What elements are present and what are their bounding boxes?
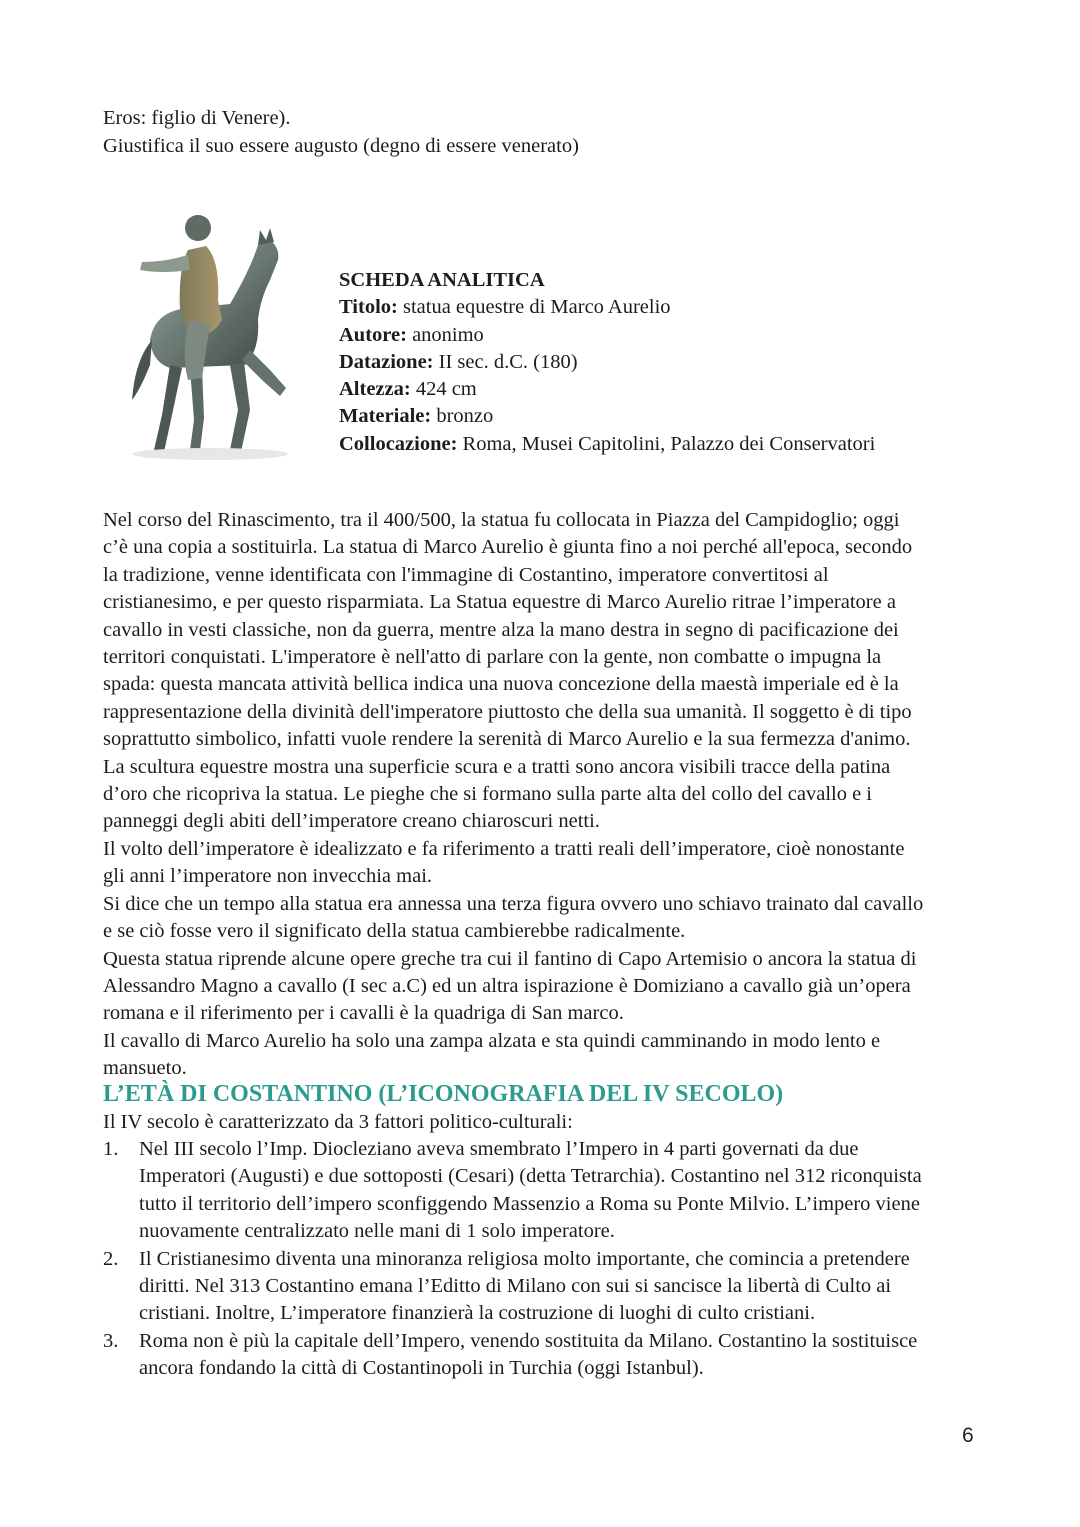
list-number: 3. bbox=[103, 1329, 119, 1352]
body-paragraphs bbox=[103, 507, 983, 1083]
body-line: mansueto. bbox=[103, 1057, 187, 1080]
page-number: 6 bbox=[962, 1424, 974, 1447]
list-item bbox=[103, 1246, 1003, 1328]
body-line: gli anni l’imperatore non invecchia mai. bbox=[103, 865, 433, 888]
sheet-field-title bbox=[339, 294, 999, 321]
field-label: Titolo: bbox=[339, 296, 398, 319]
sheet-field-height bbox=[339, 376, 999, 403]
list-line: diritti. Nel 313 Costantino emana l’Editto di Milano con sui si sancisce la libertà di Culto ai bbox=[139, 1275, 892, 1298]
equestrian-statue-image bbox=[110, 200, 300, 462]
body-line: rappresentazione della divinità dell'imperatore piuttosto che della sua umanità. Il soggetto è di tipo bbox=[103, 700, 912, 723]
list-line: Imperatori (Augusti) e due sottoposti (Cesari) (detta Tetrarchia). Costantino nel 312 riconquista bbox=[139, 1165, 922, 1188]
field-value: anonimo bbox=[406, 323, 484, 346]
sheet-field-date bbox=[339, 349, 999, 376]
body-line: cavallo in vesti classiche, non da guerra, mentre alza la mano destra in segno di pacificazione dei bbox=[103, 618, 899, 641]
list-line: nuovamente centralizzato nelle mani di 1 solo imperatore. bbox=[139, 1220, 615, 1243]
body-line: soprattutto simbolico, infatti vuole rendere la serenità di Marco Aurelio e la sua fermezza d'animo. bbox=[103, 728, 911, 751]
body-line: Alessandro Magno a cavallo (I sec a.C) ed un altra ispirazione è Domiziano a cavallo già un’opera bbox=[103, 974, 911, 997]
body-line: Il volto dell’imperatore è idealizzato e fa riferimento a tratti reali dell’imperatore, cioè nonostante bbox=[103, 837, 905, 860]
list-number: 1. bbox=[103, 1138, 119, 1160]
intro-text bbox=[103, 104, 983, 160]
field-label: Datazione: bbox=[339, 350, 434, 373]
body-line: Questa statua riprende alcune opere greche tra cui il fantino di Capo Artemisio o ancora la statua di bbox=[103, 947, 917, 970]
list-line: Il Cristianesimo diventa una minoranza religiosa molto importante, che comincia a pretendere bbox=[139, 1247, 910, 1270]
sheet-field-author bbox=[339, 322, 999, 349]
field-label: Collocazione: bbox=[339, 432, 458, 455]
body-line: Nel corso del Rinascimento, tra il 400/500, la statua fu collocata in Piazza del Campidoglio; oggi bbox=[103, 509, 900, 531]
field-label: Autore: bbox=[339, 323, 407, 346]
list-line: tutto il territorio dell’impero sconfiggendo Massenzio a Roma su Ponte Milvio. L’impero viene bbox=[139, 1192, 920, 1215]
field-label: Materiale: bbox=[339, 405, 432, 428]
list-line: Roma non è più la capitale dell’Impero, venendo sostituita da Milano. Costantino la sostituisce bbox=[139, 1329, 918, 1352]
body-line: cristianesimo, e per questo risparmiata. La Statua equestre di Marco Aurelio ritrae l’imperatore a bbox=[103, 591, 896, 614]
body-line: la tradizione, venne identificata con l'immagine di Costantino, imperatore convertitosi al bbox=[103, 563, 829, 586]
field-label: Altezza: bbox=[339, 378, 411, 401]
body-line: territori conquistati. L'imperatore è nell'atto di parlare con la gente, non combatte o impugna la bbox=[103, 646, 882, 669]
list-item bbox=[103, 1328, 1003, 1383]
field-value: 424 cm bbox=[410, 378, 477, 401]
body-line: panneggi degli abiti dell’imperatore creano chiaroscuri netti. bbox=[103, 810, 600, 833]
list-line: ancora fondando la città di Costantinopoli in Turchia (oggi Istanbul). bbox=[139, 1357, 704, 1380]
body-line: Si dice che un tempo alla statua era annessa una terza figura ovvero uno schiavo trainato dal cavallo bbox=[103, 892, 924, 915]
section-lead: Il IV secolo è caratterizzato da 3 fattori politico-culturali: bbox=[103, 1111, 573, 1133]
body-line: c’è una copia a sostituirla. La statua di Marco Aurelio è giunta fino a noi perché all'epoca, secondo bbox=[103, 536, 913, 559]
body-line: La scultura equestre mostra una superficie scura e a tratti sono ancora visibili tracce della patina bbox=[103, 755, 891, 778]
sheet-field-location bbox=[339, 431, 999, 458]
analytic-sheet bbox=[339, 267, 999, 458]
sheet-title: SCHEDA ANALITICA bbox=[339, 269, 545, 291]
field-value: bronzo bbox=[431, 405, 494, 428]
body-line: romana e il riferimento per i cavalli è la quadriga di San marco. bbox=[103, 1002, 624, 1025]
body-line: d’oro che ricopriva la statua. Le pieghe che si formano sulla parte alta del collo del cavallo e i bbox=[103, 783, 873, 806]
list-item bbox=[103, 1136, 1003, 1246]
field-value: II sec. d.C. (180) bbox=[433, 350, 578, 373]
list-line: cristiani. Inoltre, L’imperatore finanzierà la costruzione di luoghi di culto cristiani. bbox=[139, 1302, 816, 1325]
list-number: 2. bbox=[103, 1247, 119, 1270]
list-line: Nel III secolo l’Imp. Diocleziano aveva smembrato l’Impero in 4 parti governati da due bbox=[139, 1138, 859, 1160]
section-heading: L’ETÀ DI COSTANTINO (L’ICONOGRAFIA DEL IV SECOLO) bbox=[103, 1081, 784, 1107]
body-line: spada: questa mancata attività bellica indica una nuova concezione della maestà imperiale ed è la bbox=[103, 673, 899, 696]
body-line: Il cavallo di Marco Aurelio ha solo una zampa alzata e sta quindi camminando in modo lento e bbox=[103, 1029, 881, 1052]
body-line: e se ciò fosse vero il significato della statua cambierebbe radicalmente. bbox=[103, 920, 686, 943]
factors-list bbox=[103, 1136, 1003, 1383]
intro-line: Giustifica il suo essere augusto (degno di essere venerato) bbox=[103, 135, 579, 157]
field-value: statua equestre di Marco Aurelio bbox=[397, 296, 671, 319]
field-value: Roma, Musei Capitolini, Palazzo dei Conservatori bbox=[457, 432, 876, 455]
sheet-field-material bbox=[339, 403, 999, 430]
intro-line: Eros: figlio di Venere). bbox=[103, 107, 291, 129]
